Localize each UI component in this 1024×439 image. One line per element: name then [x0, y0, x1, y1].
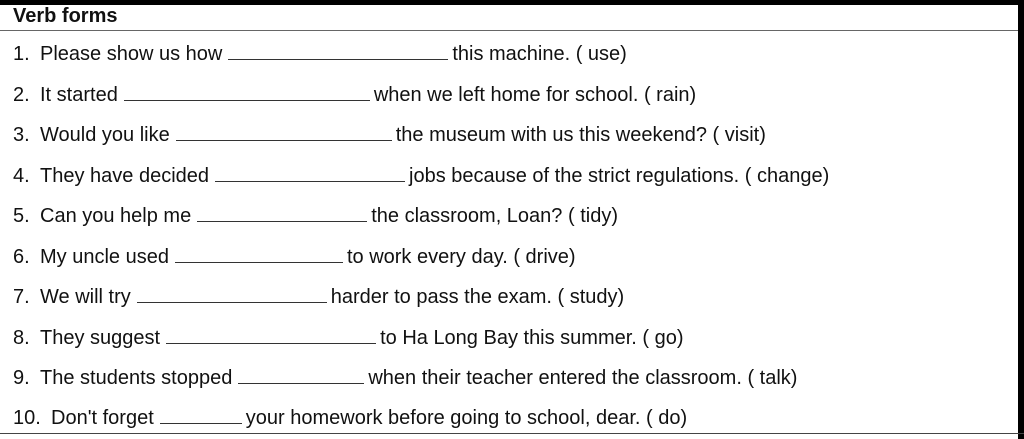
item-text-after: when we left home for school. ( rain) — [373, 84, 697, 106]
exercise-item-7 — [13, 284, 624, 310]
right-border — [1018, 0, 1024, 439]
item-number: 6. — [13, 246, 30, 268]
item-text-before: It started — [40, 84, 118, 106]
item-text-before: Can you help me — [40, 205, 192, 227]
item-number: 3. — [13, 124, 30, 146]
item-text-before: They suggest — [40, 327, 161, 349]
item-number: 5. — [13, 205, 30, 227]
exercise-item-6 — [13, 244, 576, 270]
exercise-item-4 — [13, 163, 829, 189]
answer-blank[interactable] — [160, 405, 242, 424]
answer-blank[interactable] — [166, 325, 376, 344]
exercise-item-9 — [13, 365, 797, 391]
answer-blank[interactable] — [228, 41, 448, 60]
title-divider — [0, 30, 1018, 31]
item-number: 2. — [13, 84, 30, 106]
exercise-item-2 — [13, 82, 696, 108]
item-text-after: jobs because of the strict regulations. ( change) — [409, 165, 830, 187]
item-text-before: They have decided — [40, 165, 210, 187]
item-text-after: the classroom, Loan? ( tidy) — [371, 205, 618, 227]
worksheet-title: Verb forms — [13, 5, 118, 27]
item-number: 10. — [13, 407, 41, 429]
item-text-before: We will try — [40, 286, 131, 308]
item-number: 9. — [13, 367, 30, 389]
answer-blank[interactable] — [215, 163, 405, 182]
top-border — [0, 0, 1024, 5]
answer-blank[interactable] — [124, 82, 370, 101]
item-text-after: this machine. ( use) — [452, 43, 627, 65]
exercise-item-3 — [13, 122, 766, 148]
exercise-item-10 — [13, 405, 687, 431]
item-number: 7. — [13, 286, 30, 308]
answer-blank[interactable] — [137, 284, 327, 303]
item-text-before: Please show us how — [40, 43, 223, 65]
item-text-before: The students stopped — [40, 367, 233, 389]
item-text-after: to Ha Long Bay this summer. ( go) — [380, 327, 684, 349]
item-text-after: to work every day. ( drive) — [346, 246, 576, 268]
item-text-before: My uncle used — [40, 246, 169, 268]
item-number: 1. — [13, 43, 30, 65]
item-text-after: when their teacher entered the classroom. ( talk) — [368, 367, 798, 389]
item-text-before: Don't forget — [51, 407, 154, 429]
exercise-item-5 — [13, 203, 618, 229]
answer-blank[interactable] — [238, 365, 364, 384]
item-text-after: your homework before going to school, dear. ( do) — [245, 407, 688, 429]
exercise-item-1 — [13, 41, 627, 67]
exercise-item-8 — [13, 325, 684, 351]
answer-blank[interactable] — [175, 244, 343, 263]
item-text-after: the museum with us this weekend? ( visit) — [395, 124, 766, 146]
bottom-divider — [0, 433, 1024, 434]
item-text-after: harder to pass the exam. ( study) — [330, 286, 625, 308]
answer-blank[interactable] — [176, 122, 392, 141]
item-text-before: Would you like — [40, 124, 170, 146]
item-number: 8. — [13, 327, 30, 349]
item-number: 4. — [13, 165, 30, 187]
answer-blank[interactable] — [197, 203, 367, 222]
